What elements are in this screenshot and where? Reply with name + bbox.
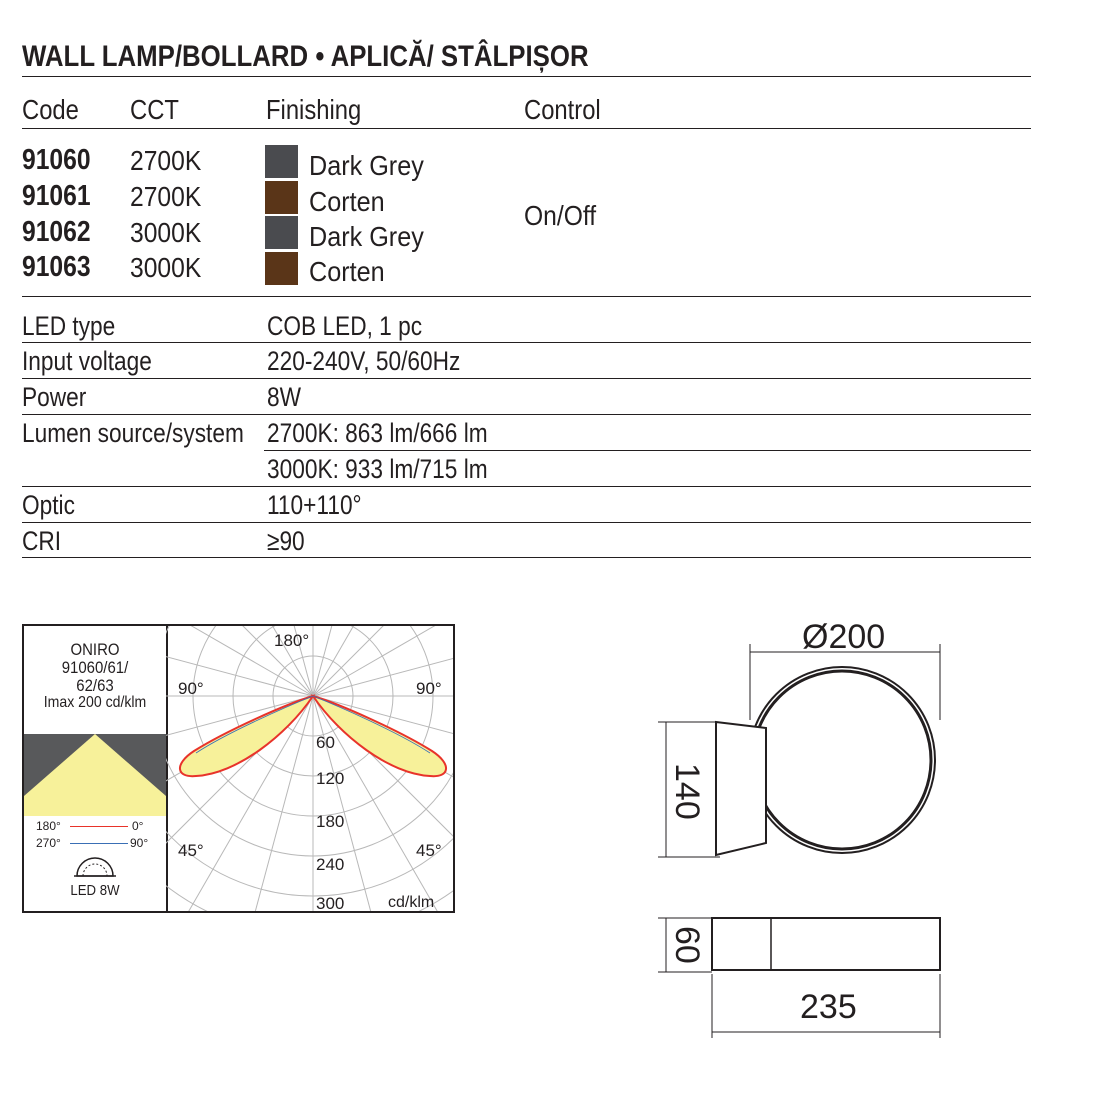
polar-spoke — [313, 626, 396, 696]
dimension-drawing — [640, 600, 970, 1040]
divider — [22, 128, 1031, 129]
divider — [22, 557, 1031, 558]
finish-swatch — [265, 252, 298, 285]
led-dome-icon — [74, 850, 116, 878]
legend-angle: 180° — [36, 819, 61, 833]
spec-value-input-voltage: 220-240V, 50/60Hz — [267, 346, 461, 376]
divider — [22, 296, 1031, 297]
angle-label: 45° — [416, 841, 442, 860]
variant-code: 91062 — [22, 216, 91, 248]
photometric-diagram — [22, 624, 455, 913]
legend-line-red — [70, 826, 128, 827]
angle-label: 45° — [178, 841, 204, 860]
radial-label: 120 — [316, 769, 345, 788]
variant-cct: 2700K — [130, 145, 202, 176]
dimension-depth: 60 — [668, 926, 706, 964]
variant-cct: 2700K — [130, 181, 202, 212]
imax-label: Imax 200 cd/klm — [43, 694, 147, 711]
lamp-front-outer — [749, 667, 935, 853]
model-name: ONIRO — [70, 640, 120, 659]
variant-finish: Dark Grey — [309, 221, 424, 252]
radial-label: 240 — [316, 855, 345, 874]
variant-cct: 3000K — [130, 252, 202, 283]
divider — [22, 414, 1031, 415]
model-codes: 91060/61/ — [61, 658, 129, 677]
spec-value-lumen-2700: 2700K: 863 lm/666 lm — [267, 418, 488, 448]
dimension-length: 235 — [800, 988, 857, 1026]
header-cct: CCT — [130, 94, 179, 125]
divider — [22, 522, 1031, 523]
model-codes: 62/63 — [76, 676, 114, 695]
spec-label-power: Power — [22, 382, 87, 412]
divider — [22, 342, 1031, 343]
spec-label-lumen: Lumen source/system — [22, 418, 244, 448]
variant-code: 91063 — [22, 251, 91, 283]
spec-value-lumen-3000: 3000K: 933 lm/715 lm — [267, 454, 488, 484]
legend-angle: 90° — [130, 836, 149, 850]
variant-finish: Corten — [309, 256, 385, 287]
legend-angle: 0° — [132, 819, 144, 833]
radial-label: 180 — [316, 812, 345, 831]
finish-swatch — [265, 181, 298, 214]
spec-value-cri: ≥90 — [267, 526, 305, 556]
angle-label: 90° — [178, 679, 204, 698]
divider — [264, 450, 1031, 451]
spec-value-power: 8W — [267, 382, 302, 412]
beam-illustration — [24, 734, 166, 816]
finish-swatch — [265, 145, 298, 178]
dimension-diameter: Ø200 — [802, 618, 886, 656]
header-control: Control — [524, 94, 601, 125]
angle-label: 90° — [416, 679, 442, 698]
divider — [22, 76, 1031, 77]
lamp-front-inner — [753, 671, 931, 849]
spec-value-led-type: COB LED, 1 pc — [267, 311, 423, 341]
variant-code: 91060 — [22, 144, 91, 176]
angle-label: 180° — [274, 631, 310, 650]
spec-value-optic: 110+110° — [267, 490, 362, 520]
spec-label-cri: CRI — [22, 526, 62, 556]
variant-finish: Corten — [309, 186, 385, 217]
lamp-side-view — [712, 918, 940, 970]
spec-label-optic: Optic — [22, 490, 75, 520]
radial-label: 60 — [316, 733, 335, 752]
wall-mount — [716, 722, 766, 855]
variant-cct: 3000K — [130, 217, 202, 248]
header-code: Code — [22, 94, 79, 125]
legend-line-blue — [70, 843, 128, 844]
control-value: On/Off — [524, 200, 597, 231]
photometric-info-panel — [24, 626, 168, 911]
legend-angle: 270° — [36, 836, 61, 850]
radial-label: 300 — [316, 894, 345, 911]
finish-swatch — [265, 216, 298, 249]
page-title: WALL LAMP/BOLLARD • APLICĂ/ STÂLPIȘOR — [22, 40, 589, 73]
dimension-height: 140 — [668, 763, 706, 820]
divider — [22, 486, 1031, 487]
header-finishing: Finishing — [266, 94, 362, 125]
spec-label-led-type: LED type — [22, 311, 116, 341]
divider — [22, 378, 1031, 379]
variant-code: 91061 — [22, 180, 91, 212]
spec-label-input-voltage: Input voltage — [22, 346, 152, 376]
led-label: LED 8W — [70, 882, 120, 899]
variant-finish: Dark Grey — [309, 150, 424, 181]
unit-label: cd/klm — [388, 894, 435, 911]
polar-chart — [166, 626, 453, 911]
